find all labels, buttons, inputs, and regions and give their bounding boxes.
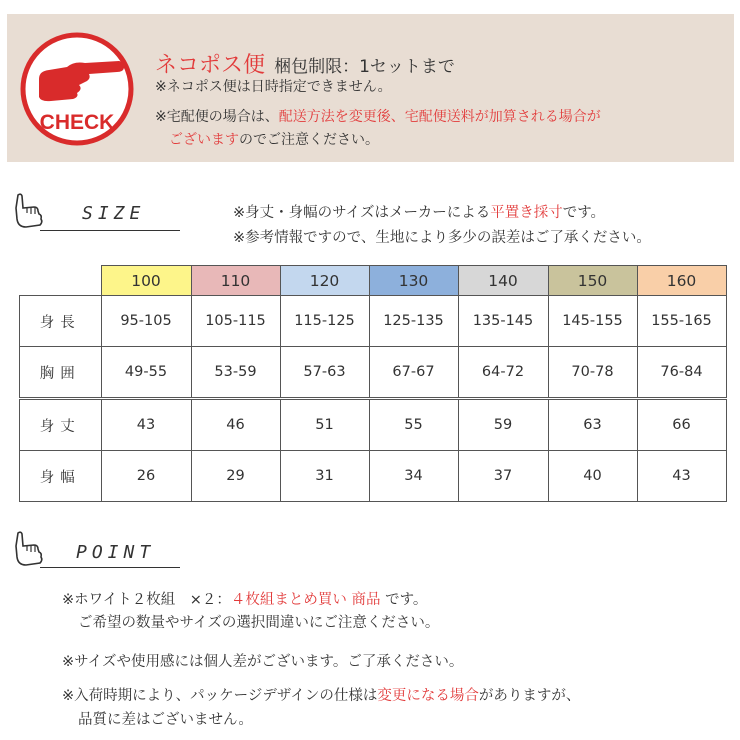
point-note-2: ※サイズや使用感には個人差がございます。ご了承ください。 — [62, 654, 464, 670]
point-note-3-line2: 品質に差はございません。 — [78, 712, 253, 728]
header-blank-cell — [20, 266, 102, 296]
size-section-title: SIZE — [82, 203, 146, 224]
table-cell: 43 — [101, 399, 191, 451]
table-cell: 115-125 — [280, 296, 369, 347]
table-cell: 145-155 — [548, 296, 637, 347]
notice-highlight: 配送方法を変更後、宅配便送料が加算される場合が — [278, 109, 601, 125]
pointing-hand-icon — [12, 530, 46, 568]
table-cell: 105-115 — [191, 296, 280, 347]
table-cell: 59 — [458, 399, 548, 451]
table-cell: 46 — [191, 399, 280, 451]
pointing-hand-icon — [12, 192, 46, 230]
row-label: 身長 — [20, 296, 102, 347]
svg-text:CHECK: CHECK — [39, 111, 115, 134]
size-title-underline — [40, 230, 180, 231]
table-cell: 40 — [548, 451, 637, 502]
table-cell: 67-67 — [369, 347, 458, 399]
row-label: 身幅 — [20, 451, 102, 502]
point-note-1-line2: ご希望の数量やサイズの選択間違いにご注意ください。 — [78, 615, 440, 631]
note-text: です。 — [380, 592, 428, 608]
size-col-header: 160 — [637, 266, 726, 296]
row-label: 身丈 — [20, 399, 102, 451]
table-cell: 70-78 — [548, 347, 637, 399]
table-cell: 125-135 — [369, 296, 458, 347]
notice-highlight: ございます — [169, 132, 239, 148]
size-col-header: 120 — [280, 266, 369, 296]
table-cell: 63 — [548, 399, 637, 451]
table-cell: 55 — [369, 399, 458, 451]
takuhaibin-notice-line1 — [155, 106, 601, 126]
point-section-title: POINT — [76, 542, 156, 563]
size-note-1 — [233, 201, 605, 222]
point-note-1 — [62, 588, 427, 609]
note-text: ※ホワイト２枚組 ×２： — [62, 592, 231, 608]
table-cell: 49-55 — [101, 347, 191, 399]
table-cell: 135-145 — [458, 296, 548, 347]
table-cell: 53-59 — [191, 347, 280, 399]
check-badge-icon — [19, 31, 135, 147]
size-header-row — [20, 266, 727, 296]
table-cell: 51 — [280, 399, 369, 451]
table-cell: 66 — [637, 399, 726, 451]
table-cell: 64-72 — [458, 347, 548, 399]
table-cell: 43 — [637, 451, 726, 502]
size-col-header: 110 — [191, 266, 280, 296]
notice-text: のでご注意ください。 — [239, 132, 379, 148]
note-text: ※入荷時期により、パッケージデザインの仕様は — [62, 688, 378, 704]
table-cell: 155-165 — [637, 296, 726, 347]
table-cell: 34 — [369, 451, 458, 502]
size-col-header: 100 — [101, 266, 191, 296]
package-limit: 梱包制限：1セットまで — [274, 57, 455, 77]
table-cell: 76-84 — [637, 347, 726, 399]
note-highlight: ４枚組まとめ買い 商品 — [230, 592, 381, 608]
note-highlight: 変更になる場合 — [377, 688, 479, 704]
no-date-notice: ※ネコポス便は日時指定できません。 — [155, 79, 392, 95]
note-text: がありますが、 — [478, 688, 581, 704]
nekopos-title: ネコポス便 — [155, 53, 266, 78]
size-table — [19, 265, 727, 502]
size-col-header: 150 — [548, 266, 637, 296]
point-title-underline — [40, 567, 180, 568]
size-col-header: 130 — [369, 266, 458, 296]
note-text: ※身丈・身幅のサイズはメーカーによる — [233, 205, 491, 221]
table-cell: 26 — [101, 451, 191, 502]
size-note-2: ※参考情報ですので、生地により多少の誤差はご了承ください。 — [233, 230, 651, 246]
shipping-notice-banner — [7, 14, 734, 162]
notice-text: ※宅配便の場合は、 — [155, 109, 279, 125]
takuhaibin-notice-line2 — [169, 129, 379, 149]
table-cell: 37 — [458, 451, 548, 502]
table-cell: 95-105 — [101, 296, 191, 347]
size-row-chest — [20, 347, 727, 399]
row-label: 胸囲 — [20, 347, 102, 399]
note-highlight: 平置き採寸 — [490, 205, 563, 221]
size-row-length — [20, 399, 727, 451]
table-cell: 57-63 — [280, 347, 369, 399]
banner-title — [155, 48, 455, 79]
size-row-height — [20, 296, 727, 347]
table-cell: 29 — [191, 451, 280, 502]
size-col-header: 140 — [458, 266, 548, 296]
table-cell: 31 — [280, 451, 369, 502]
size-row-width — [20, 451, 727, 502]
note-text: です。 — [562, 205, 606, 221]
point-note-3 — [62, 684, 580, 705]
